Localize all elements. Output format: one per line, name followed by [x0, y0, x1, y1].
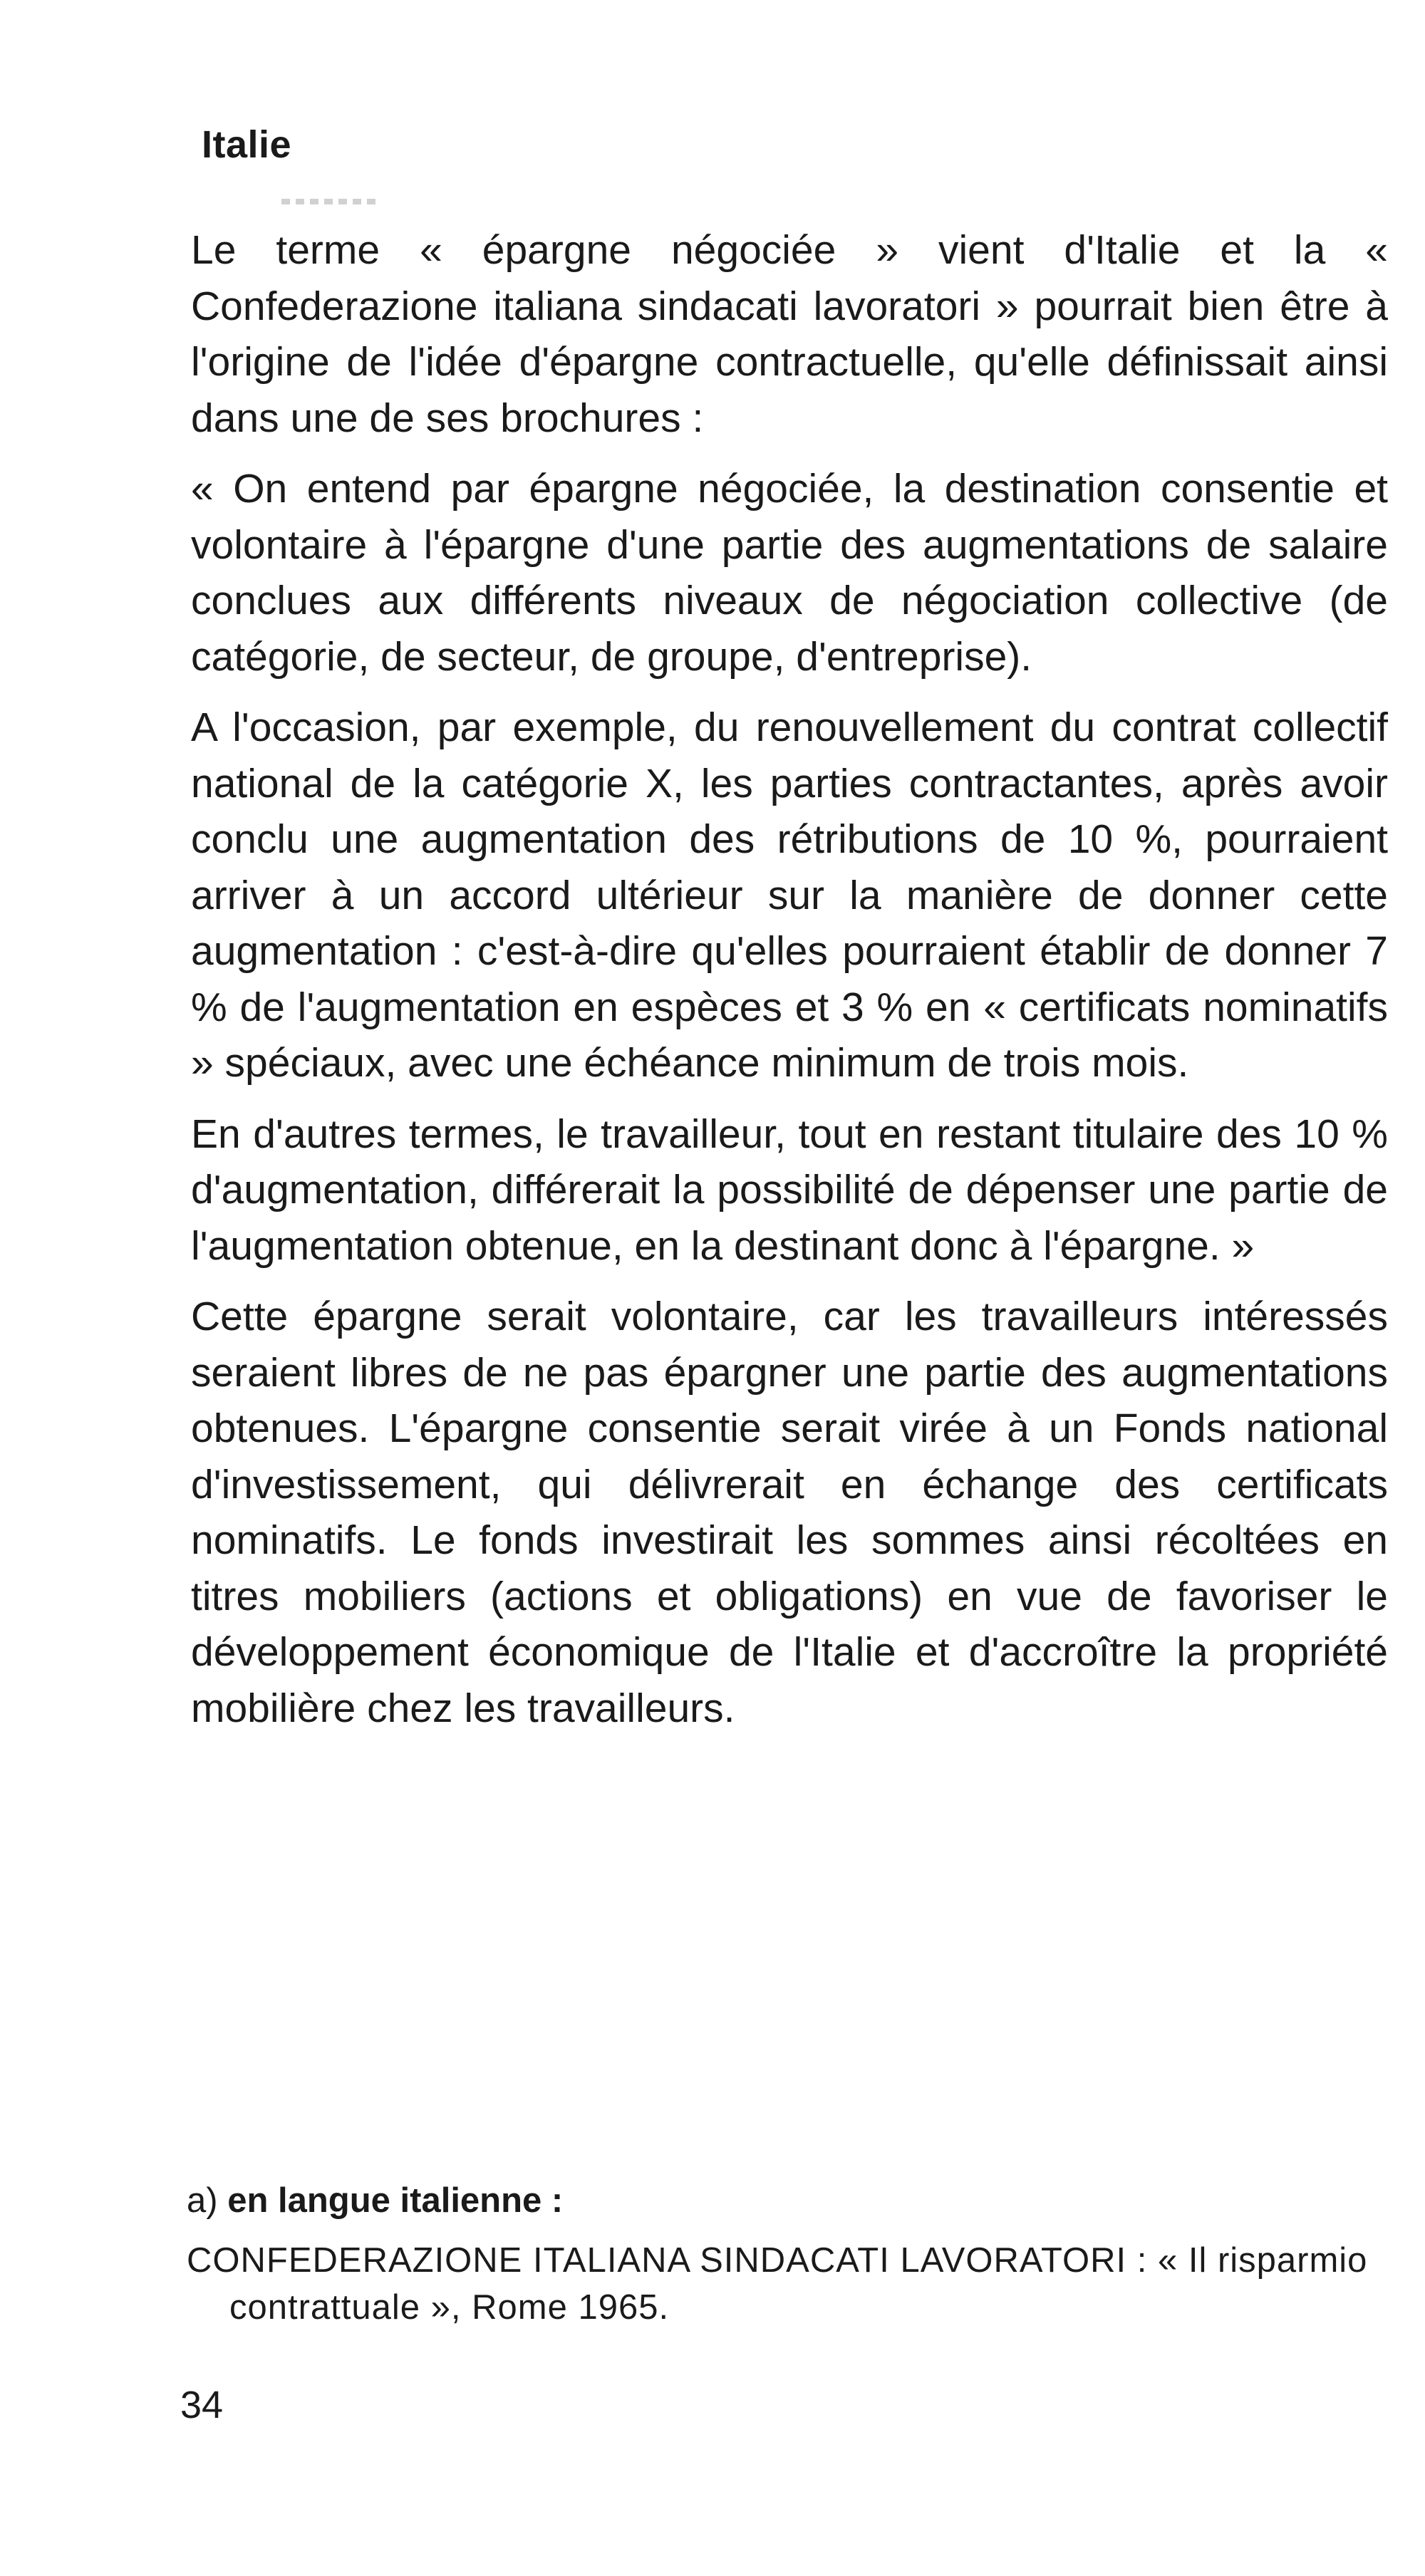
- references-label-prefix: a): [187, 2181, 218, 2220]
- paragraph: Cette épargne serait volontaire, car les travailleurs intéressés seraient libres de ne pas épargner une partie des augmentations obtenues. L'épargne consentie serait virée à un Fonds national d'investissement, qui délivrerait en échange des certificats nominatifs. Le fonds investirait les sommes ainsi récoltées en titres mobiliers (actions et obligations) en vue de favoriser le développement économique de l'Italie et d'accroître la propriété mobilière chez les travailleurs.: [191, 1294, 1388, 1731]
- section-title: Italie: [202, 123, 292, 166]
- body-text: [191, 222, 1388, 1751]
- paragraph: A l'occasion, par exemple, du renouvellement du contrat collectif national de la catégorie X, les parties contractantes, après avoir conclu une augmentation des rétributions de 10 %, pourraient arriver à un accord ultérieur sur la manière de donner cette augmentation : c'est-à-dire qu'elles pourraient établir de donner 7 % de l'augmentation en espèces et 3 % en « certificats nominatifs » spéciaux, avec une échéance minimum de trois mois.: [191, 705, 1388, 1086]
- print-smudge: [281, 199, 378, 204]
- references-heading: [187, 2177, 1384, 2224]
- references-section: [187, 2177, 1384, 2331]
- page-number: 34: [180, 2384, 224, 2426]
- references-label: en langue italienne :: [227, 2181, 564, 2220]
- paragraph: En d'autres termes, le travailleur, tout en restant titulaire des 10 % d'augmentation, différerait la possibilité de dépenser une partie de l'augmentation obtenue, en la destinant donc à l'épargne. »: [191, 1111, 1388, 1269]
- paragraph: « On entend par épargne négociée, la destination consentie et volontaire à l'épargne d'une partie des augmentations de salaire conclues aux différents niveaux de négociation collective (de catégorie, de secteur, de groupe, d'entreprise).: [191, 466, 1388, 680]
- reference-entry: CONFEDERAZIONE ITALIANA SINDACATI LAVORATORI : « Il risparmio contrattuale », Rome 1965.: [187, 2241, 1368, 2327]
- paragraph: Le terme « épargne négociée » vient d'Italie et la « Confederazione italiana sindacati lavoratori » pourrait bien être à l'origine de l'idée d'épargne contractuelle, qu'elle définissait ainsi dans une de ses brochures :: [191, 227, 1388, 441]
